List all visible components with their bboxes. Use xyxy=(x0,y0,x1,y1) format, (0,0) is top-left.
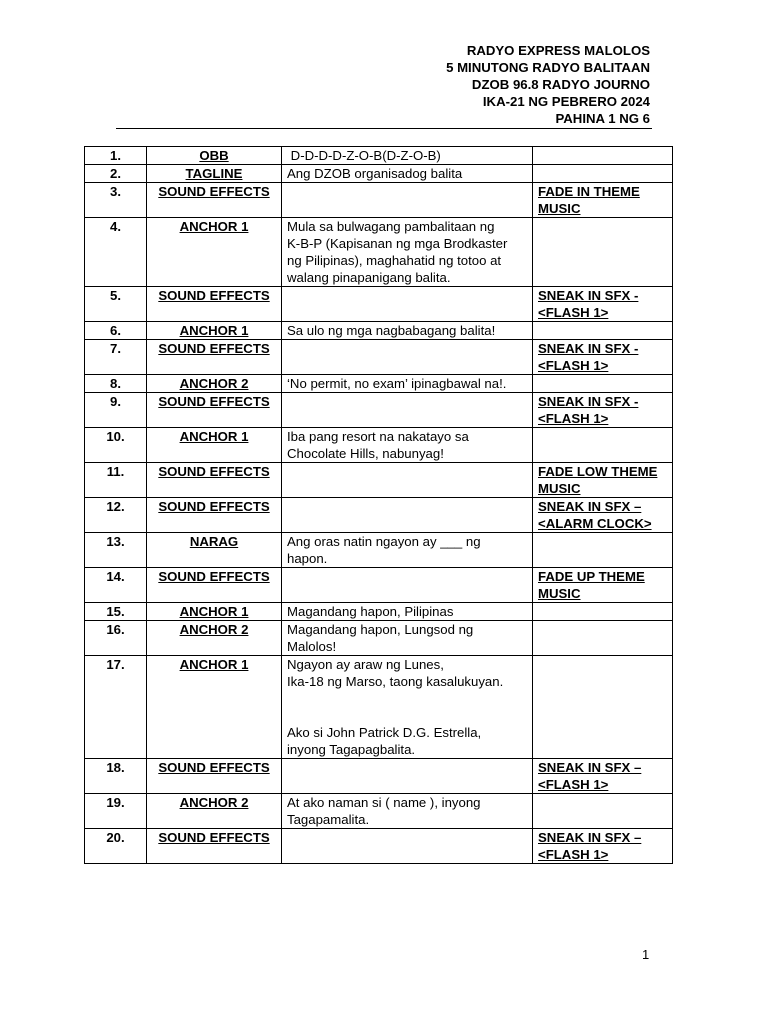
broadcast-date: IKA-21 NG PEBRERO 2024 xyxy=(482,94,650,109)
script-content-cell xyxy=(282,568,533,603)
script-line: Ang oras natin ngayon ay ___ ng xyxy=(287,534,481,549)
script-line: Tagapamalita. xyxy=(287,812,370,827)
segment-label: ANCHOR 1 xyxy=(179,323,249,338)
row-number: 17. xyxy=(85,656,147,759)
cue-line: FADE IN THEME xyxy=(538,184,640,199)
row-number: 13. xyxy=(85,533,147,568)
script-line: Ngayon ay araw ng Lunes, xyxy=(287,657,444,672)
production-cue-cell xyxy=(533,498,673,533)
cue-line: <FLASH 1> xyxy=(538,305,609,320)
script-line: D-D-D-D-Z-O-B(D-Z-O-B) xyxy=(287,148,441,163)
production-cue-cell xyxy=(533,375,673,393)
production-cue-cell xyxy=(533,147,673,165)
segment-label: OBB xyxy=(199,148,229,163)
row-number: 14. xyxy=(85,568,147,603)
script-content-cell xyxy=(282,759,533,794)
segment-cell xyxy=(147,533,282,568)
script-row xyxy=(85,568,673,603)
row-number: 11. xyxy=(85,463,147,498)
production-cue-cell xyxy=(533,393,673,428)
script-line: Ako si John Patrick D.G. Estrella, xyxy=(287,725,482,740)
row-number: 3. xyxy=(85,183,147,218)
cue-line: <FLASH 1> xyxy=(538,411,609,426)
segment-cell xyxy=(147,621,282,656)
script-row xyxy=(85,794,673,829)
script-content-cell xyxy=(282,498,533,533)
script-row xyxy=(85,322,673,340)
segment-label: ANCHOR 1 xyxy=(179,219,249,234)
row-number: 2. xyxy=(85,165,147,183)
production-cue-cell xyxy=(533,322,673,340)
script-row xyxy=(85,287,673,322)
segment-label: SOUND EFFECTS xyxy=(158,830,270,845)
production-cue-cell xyxy=(533,568,673,603)
script-content-cell xyxy=(282,428,533,463)
script-content-cell xyxy=(282,165,533,183)
segment-label: SOUND EFFECTS xyxy=(158,760,270,775)
cue-line: SNEAK IN SFX - xyxy=(538,341,639,356)
production-cue-cell xyxy=(533,428,673,463)
script-line: Ika-18 ng Marso, taong kasalukuyan. xyxy=(287,674,504,689)
production-cue-cell xyxy=(533,829,673,864)
production-cue-cell xyxy=(533,533,673,568)
script-line: inyong Tagapagbalita. xyxy=(287,742,416,757)
segment-cell xyxy=(147,568,282,603)
script-line: Sa ulo ng mga nagbabagang balita! xyxy=(287,323,496,338)
row-number: 5. xyxy=(85,287,147,322)
document-header xyxy=(446,42,650,127)
production-cue-cell xyxy=(533,218,673,287)
page-number: 1 xyxy=(642,947,650,962)
script-content-cell xyxy=(282,794,533,829)
segment-cell xyxy=(147,759,282,794)
script-table-body xyxy=(85,147,673,864)
script-content-cell xyxy=(282,621,533,656)
production-cue-cell xyxy=(533,183,673,218)
segment-cell xyxy=(147,393,282,428)
script-row xyxy=(85,340,673,375)
segment-label: SOUND EFFECTS xyxy=(158,394,270,409)
cue-line: SNEAK IN SFX - xyxy=(538,288,639,303)
row-number: 9. xyxy=(85,393,147,428)
production-cue-cell xyxy=(533,287,673,322)
segment-cell xyxy=(147,218,282,287)
cue-line: MUSIC xyxy=(538,201,581,216)
production-cue-cell xyxy=(533,463,673,498)
production-cue-cell xyxy=(533,794,673,829)
segment-cell xyxy=(147,287,282,322)
segment-label: SOUND EFFECTS xyxy=(158,569,270,584)
row-number: 1. xyxy=(85,147,147,165)
script-row xyxy=(85,218,673,287)
segment-cell xyxy=(147,656,282,759)
script-line: Malolos! xyxy=(287,639,337,654)
radio-script-table xyxy=(84,146,673,864)
cue-line: FADE LOW THEME xyxy=(538,464,658,479)
segment-cell xyxy=(147,147,282,165)
segment-label: SOUND EFFECTS xyxy=(158,184,270,199)
script-row xyxy=(85,463,673,498)
cue-line: MUSIC xyxy=(538,586,581,601)
script-line: Mula sa bulwagang pambalitaan ng xyxy=(287,219,495,234)
segment-label: ANCHOR 1 xyxy=(179,604,249,619)
script-row xyxy=(85,183,673,218)
cue-line: <FLASH 1> xyxy=(538,777,609,792)
script-line: hapon. xyxy=(287,551,328,566)
cue-line: SNEAK IN SFX - xyxy=(538,394,639,409)
station-frequency: DZOB 96.8 RADYO JOURNO xyxy=(471,77,650,92)
row-number: 10. xyxy=(85,428,147,463)
segment-cell xyxy=(147,794,282,829)
segment-label: ANCHOR 2 xyxy=(179,376,249,391)
row-number: 4. xyxy=(85,218,147,287)
segment-label: SOUND EFFECTS xyxy=(158,464,270,479)
script-row xyxy=(85,147,673,165)
script-content-cell xyxy=(282,287,533,322)
script-row xyxy=(85,759,673,794)
script-row xyxy=(85,393,673,428)
script-content-cell xyxy=(282,147,533,165)
script-line: Iba pang resort na nakatayo sa xyxy=(287,429,469,444)
station-name: RADYO EXPRESS MALOLOS xyxy=(466,43,650,58)
script-content-cell xyxy=(282,375,533,393)
segment-cell xyxy=(147,829,282,864)
script-line xyxy=(287,707,527,724)
production-cue-cell xyxy=(533,656,673,759)
segment-label: SOUND EFFECTS xyxy=(158,499,270,514)
segment-label: SOUND EFFECTS xyxy=(158,341,270,356)
production-cue-cell xyxy=(533,759,673,794)
script-content-cell xyxy=(282,218,533,287)
script-row xyxy=(85,533,673,568)
row-number: 7. xyxy=(85,340,147,375)
script-line: Ang DZOB organisadog balita xyxy=(287,166,463,181)
cue-line: <FLASH 1> xyxy=(538,847,609,862)
production-cue-cell xyxy=(533,621,673,656)
header-divider xyxy=(116,128,652,129)
cue-line: <FLASH 1> xyxy=(538,358,609,373)
row-number: 6. xyxy=(85,322,147,340)
script-line: ‘No permit, no exam’ ipinagbawal na!. xyxy=(287,376,507,391)
script-row xyxy=(85,165,673,183)
script-line: K-B-P (Kapisanan ng mga Brodkaster xyxy=(287,236,508,251)
script-row xyxy=(85,829,673,864)
script-row xyxy=(85,603,673,621)
row-number: 20. xyxy=(85,829,147,864)
row-number: 8. xyxy=(85,375,147,393)
segment-label: TAGLINE xyxy=(185,166,243,181)
segment-label: ANCHOR 2 xyxy=(179,795,249,810)
script-content-cell xyxy=(282,322,533,340)
script-content-cell xyxy=(282,183,533,218)
cue-line: SNEAK IN SFX – xyxy=(538,760,642,775)
page-indicator: PAHINA 1 NG 6 xyxy=(555,111,650,126)
cue-line: FADE UP THEME xyxy=(538,569,645,584)
cue-line: SNEAK IN SFX – xyxy=(538,830,642,845)
script-content-cell xyxy=(282,340,533,375)
production-cue-cell xyxy=(533,340,673,375)
segment-cell xyxy=(147,428,282,463)
script-line: Chocolate Hills, nabunyag! xyxy=(287,446,444,461)
row-number: 12. xyxy=(85,498,147,533)
row-number: 19. xyxy=(85,794,147,829)
cue-line: SNEAK IN SFX – xyxy=(538,499,642,514)
script-content-cell xyxy=(282,603,533,621)
segment-cell xyxy=(147,375,282,393)
segment-label: NARAG xyxy=(189,534,239,549)
script-content-cell xyxy=(282,656,533,759)
segment-cell xyxy=(147,340,282,375)
script-content-cell xyxy=(282,393,533,428)
script-row xyxy=(85,498,673,533)
script-line: Magandang hapon, Lungsod ng xyxy=(287,622,474,637)
production-cue-cell xyxy=(533,165,673,183)
row-number: 15. xyxy=(85,603,147,621)
script-line: Magandang hapon, Pilipinas xyxy=(287,604,454,619)
row-number: 18. xyxy=(85,759,147,794)
script-line xyxy=(287,690,527,707)
production-cue-cell xyxy=(533,603,673,621)
segment-cell xyxy=(147,165,282,183)
segment-label: SOUND EFFECTS xyxy=(158,288,270,303)
script-content-cell xyxy=(282,829,533,864)
script-content-cell xyxy=(282,533,533,568)
segment-label: ANCHOR 1 xyxy=(179,657,249,672)
program-title: 5 MINUTONG RADYO BALITAAN xyxy=(446,60,650,75)
script-row xyxy=(85,428,673,463)
cue-line: <ALARM CLOCK> xyxy=(538,516,652,531)
segment-cell xyxy=(147,463,282,498)
row-number: 16. xyxy=(85,621,147,656)
segment-cell xyxy=(147,603,282,621)
segment-cell xyxy=(147,322,282,340)
script-line: walang pinapanigang balita. xyxy=(287,270,451,285)
script-line: ng Pilipinas), maghahatid ng totoo at xyxy=(287,253,502,268)
script-row xyxy=(85,656,673,759)
script-row xyxy=(85,375,673,393)
script-line: At ako naman si ( name ), inyong xyxy=(287,795,481,810)
segment-label: ANCHOR 2 xyxy=(179,622,249,637)
segment-cell xyxy=(147,183,282,218)
segment-label: ANCHOR 1 xyxy=(179,429,249,444)
script-content-cell xyxy=(282,463,533,498)
script-row xyxy=(85,621,673,656)
segment-cell xyxy=(147,498,282,533)
cue-line: MUSIC xyxy=(538,481,581,496)
